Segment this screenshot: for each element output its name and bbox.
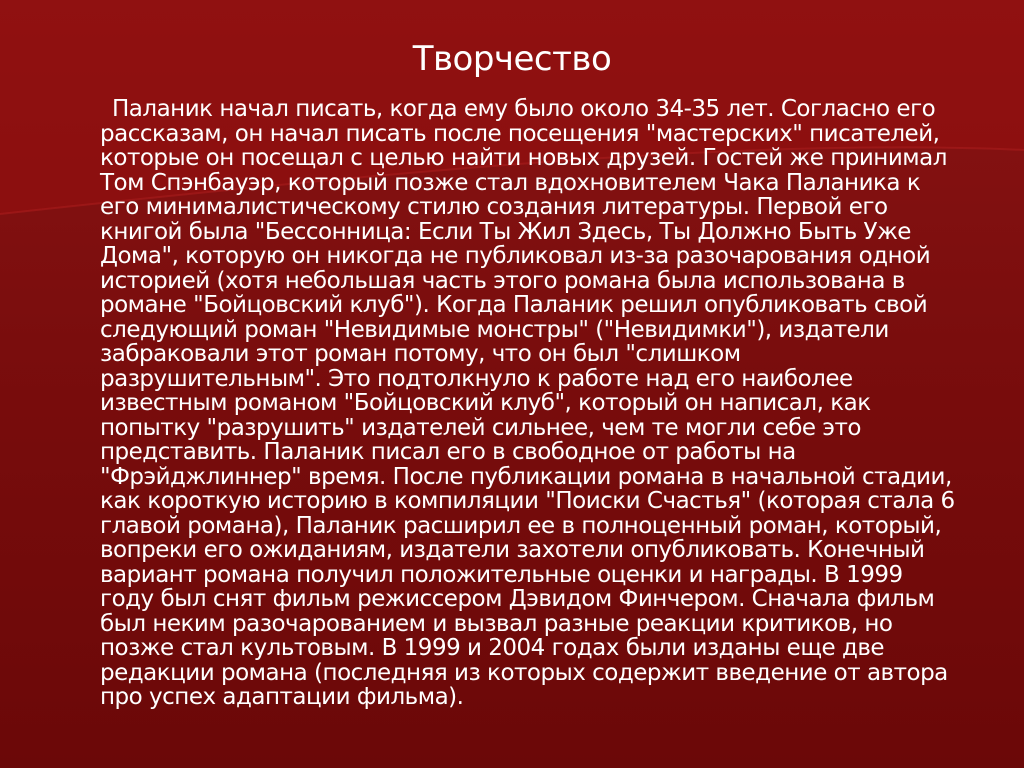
slide-body-paragraph: Паланик начал писать, когда ему было около 34-35 лет. Согласно его рассказам, он начал писать после посещения "мастерских" писателей, которые он посещал с целью найти новых друзей. Гостей же принимал Том Спэнбауэр, который позже стал вдохновителем Чака Паланика к его минималистическому стилю создания литературы. Первой его книгой была "Бессонница: Если Ты Жил Здесь, Ты Должно Быть Уже Дома", которую он никогда не публиковал из-за разочарования одной историей (хотя небольшая часть этого романа была использована в романе "Бойцовский клуб"). Когда Паланик решил опубликовать свой следующий роман "Невидимые монстры" ("Невидимки"), издатели забраковали этот роман потому, что он был "слишком разрушительным". Это подтолкнуло к работе над его наиболее известным романом "Бойцовский клуб", который он написал, как попытку "разрушить" издателей сильнее, чем те могли себе это представить. Паланик писал его в свободное от работы на "Фрэйджлиннер" время. После публикации романа в начальной стадии, как короткую историю в компиляции "Поиски Счастья" (которая стала 6 главой романа), Паланик расширил ее в полноценный роман, который, вопреки его ожиданиям, издатели захотели опубликовать. Конечный вариант романа получил положительные оценки и награды. В 1999 году был снят фильм режиссером Дэвидом Финчером. Сначала фильм был неким разочарованием и вызвал разные реакции критиков, но позже стал культовым. В 1999 и 2004 годах были изданы еще две редакции романа (последняя из которых содержит введение от автора про успех адаптации фильма). [100, 96, 955, 710]
slide-title: Творчество [412, 39, 612, 79]
